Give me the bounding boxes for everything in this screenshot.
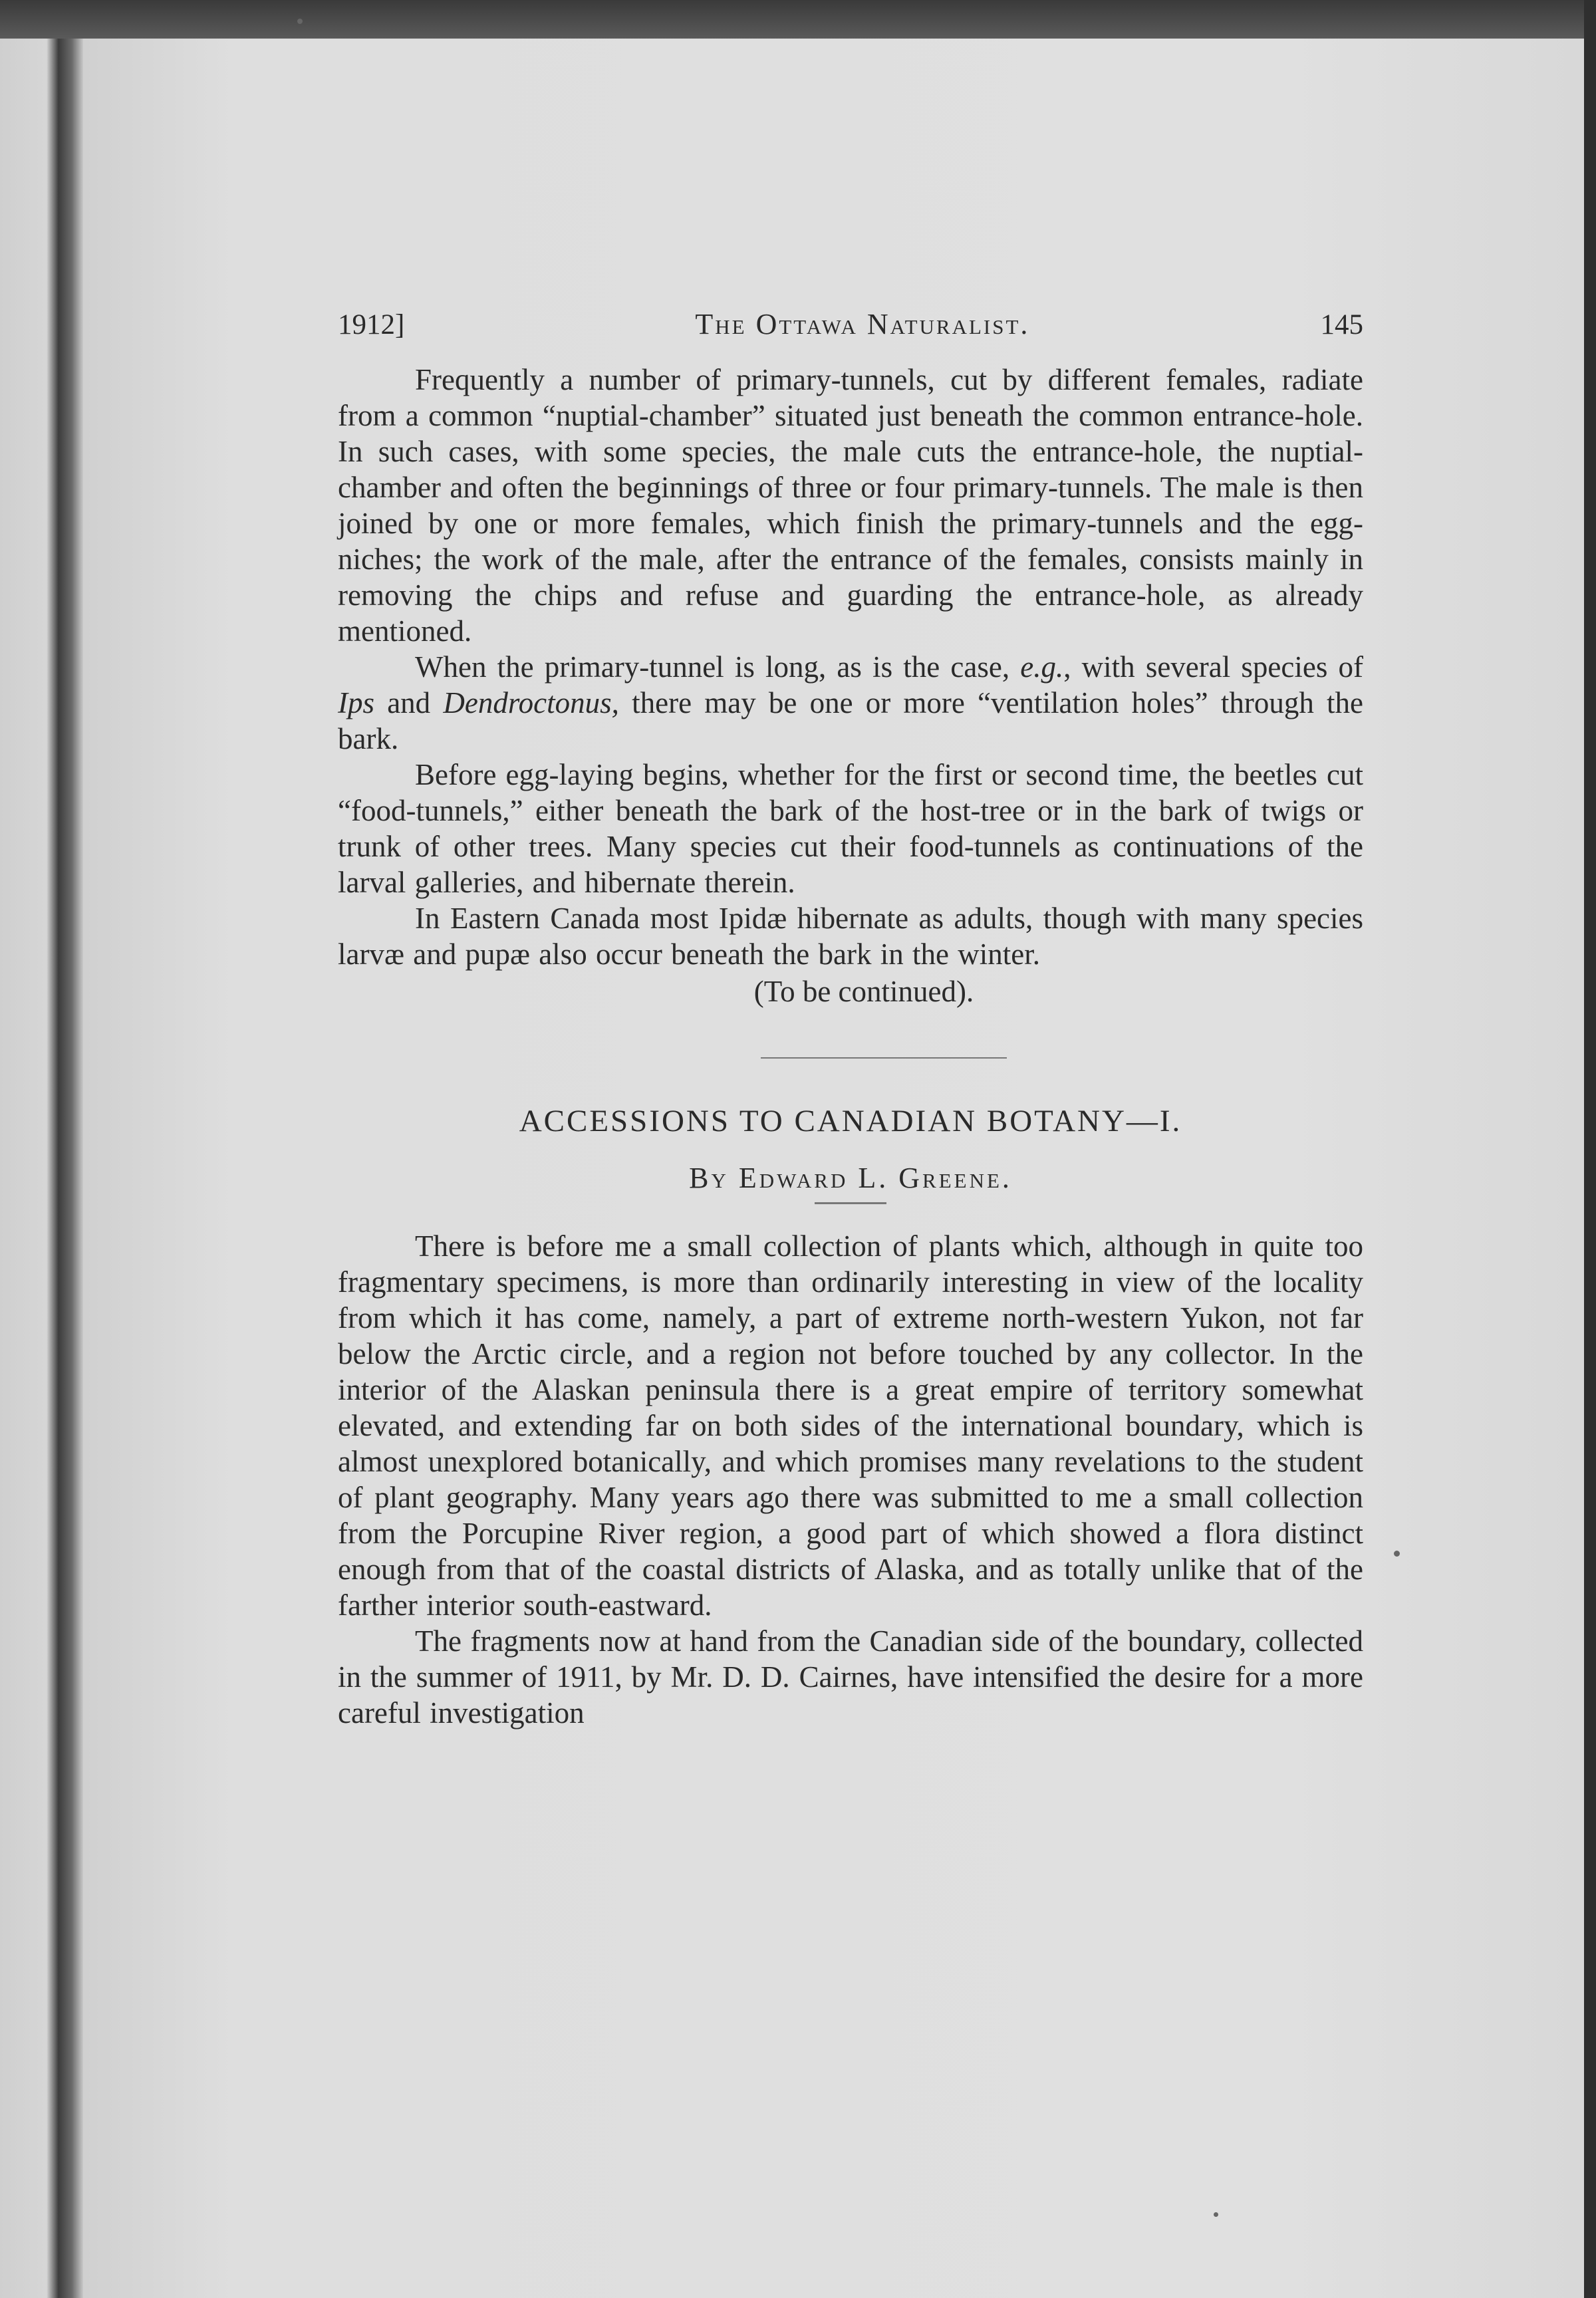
page-number: 145 (1320, 309, 1363, 340)
italic-eg: e.g. (1020, 650, 1064, 684)
header-year: 1912] (338, 309, 405, 340)
page-content (338, 307, 1363, 1731)
scan-speck (297, 19, 303, 24)
running-head (338, 307, 1363, 354)
article-byline: By Edward L. Greene. (689, 1162, 1012, 1194)
byline-rule (815, 1202, 886, 1204)
paragraph-collection: There is before me a small collection of plants which, although in quite too fragmentary specimens, is more than ordinarily interesting in view of the locality from which it has come, namely, a part of extreme north-western Yukon, not far below the Arctic circle, and a region not before touched by any collector. In the interior of the Alaskan peninsula there is a great empire of territory somewhat elevated, and extending far on both sides of the international boundary, which is almost unexplored botanically, and which promises many revelations to the student of plant geography. Many years ago there was submitted to me a small collection from the Porcupine River region, a good part of which showed a flora distinct enough from that of the coastal districts of Alaska, and as totally unlike that of the farther interior south-eastward. (338, 1229, 1363, 1622)
scan-border-left (0, 39, 83, 2298)
paragraph-food-tunnels: Before egg-laying begins, whether for the first or second time, the beetles cut “food-tunnels,” either beneath the bark of the host-tree or in the bark of twigs or trunk of other trees. Many species cut their food-tunnels as continuations of the larval galleries, and hibernate therein. (338, 758, 1363, 899)
text-run: and (374, 686, 444, 719)
scan-speck (1394, 1551, 1400, 1557)
paragraph-nuptial-chamber: Frequently a number of primary-tunnels, cut by different females, radiate from a common “nuptial-chamber” situated just beneath the common entrance-hole. In such cases, with some species, the male cuts the entrance-hole, the nuptial-chamber and often the beginnings of three or four primary-tunnels. The male is then joined by one or more females, which finish the primary-tunnels and the egg-niches; the work of the male, after the entrance of the females, consists mainly in removing the chips and refuse and guarding the entrance-hole, as already mentioned. (338, 363, 1363, 648)
article-title: ACCESSIONS TO CANADIAN BOTANY—I. (519, 1104, 1182, 1138)
italic-genus-dendroctonus: Dendroctonus, (443, 686, 619, 719)
italic-genus-ips: Ips (338, 686, 374, 719)
text-run: , with several species of (1063, 650, 1363, 684)
scan-border-top (0, 0, 1596, 39)
text-run: When the primary-tunnel is long, as is the case, (415, 650, 1021, 684)
section-divider (761, 1057, 1007, 1059)
text-run: there may be one or more “ventilation holes” through the bark. (338, 686, 1363, 755)
journal-title: The Ottawa Naturalist. (695, 308, 1030, 340)
paragraph-ventilation-holes (338, 649, 1363, 757)
paragraph-hibernation: In Eastern Canada most Ipidæ hibernate as adults, though with many species larvæ and pupæ also occur beneath the bark in the winter. (338, 902, 1363, 971)
scan-speck (1214, 2212, 1218, 2217)
to-be-continued: (To be continued). (753, 975, 974, 1008)
scan-border-right (1584, 0, 1596, 2298)
paragraph-fragments: The fragments now at hand from the Canadian side of the boundary, collected in the summer of 1911, by Mr. D. D. Cairnes, have intensified the desire for a more careful investigation (338, 1624, 1363, 1729)
